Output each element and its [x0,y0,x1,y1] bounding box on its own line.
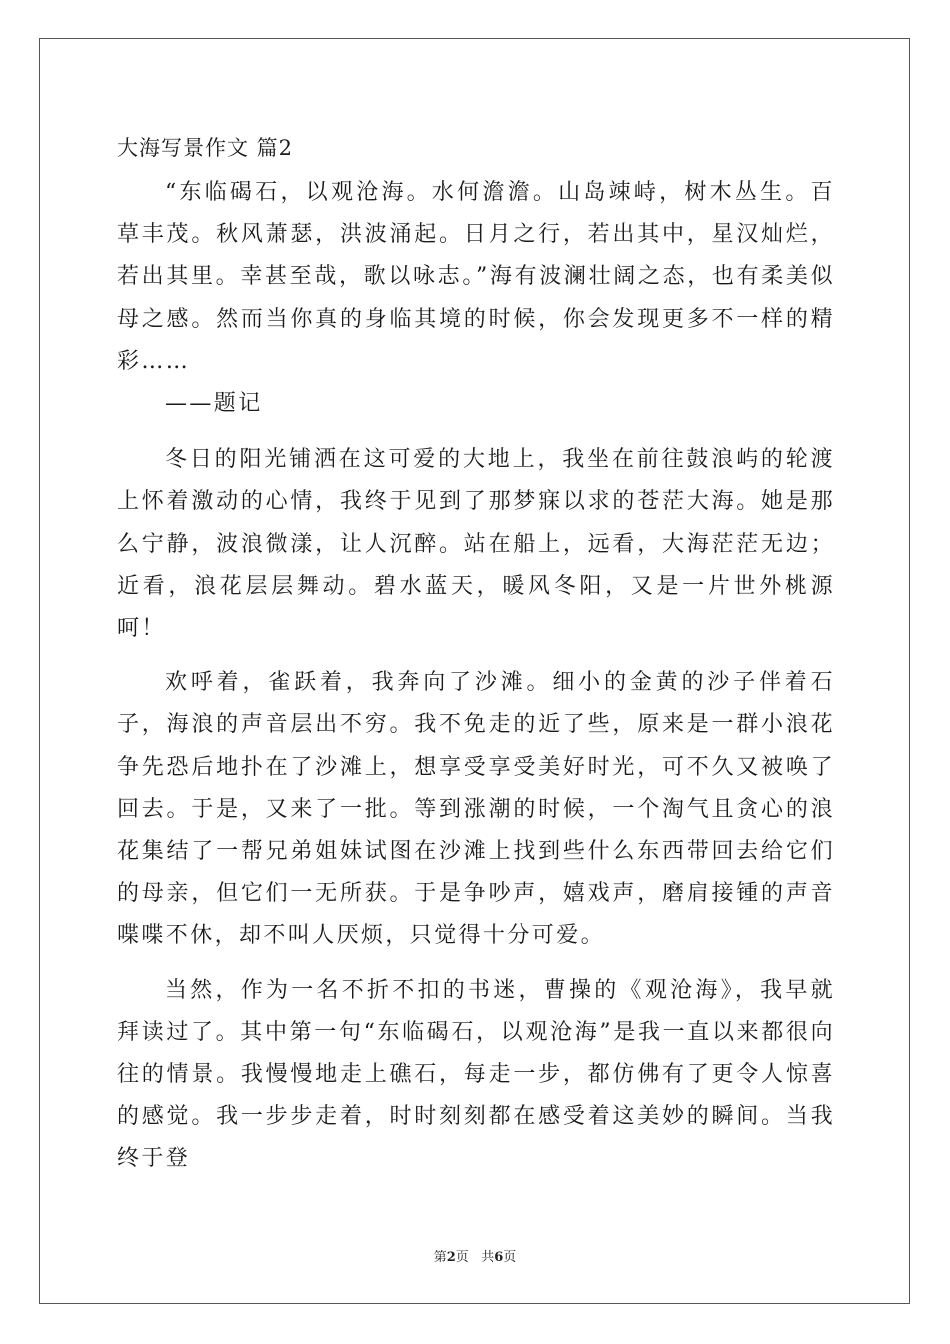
total-suffix: 页 [503,1250,517,1265]
paragraph-beach: 欢呼着，雀跃着，我奔向了沙滩。细小的金黄的沙子伴着石子，海浪的声音层出不穷。我不免走的近了些，原来是一群小浪花争先恐后地扑在了沙滩上，想享受享受美好时光，可不久又被唤了回去。于是，又来了一批。等到涨潮的时候，一个淘气且贪心的浪花集结了一帮兄弟姐妹试图在沙滩上找到些什么东西带回去给它们的母亲，但它们一无所获。于是争吵声，嬉戏声，磨肩接锺的声音喋喋不休，却不叫人厌烦，只觉得十分可爱。 [117,670,835,949]
page-prefix: 第 [433,1250,447,1265]
page-footer [0,1246,950,1265]
paragraph-reef: 当然，作为一名不折不扣的书迷，曹操的《观沧海》，我早就拜读过了。其中第一句“东临碣石，以观沧海”是我一直以来都很向往的情景。我慢慢地走上礁石，每走一步，都仿佛有了更令人惊喜的感觉。我一步步走着，时时刻刻都在感受着这美妙的瞬间。当我终于登 [117,977,835,1172]
paragraph-poem-quote: “东临碣石，以观沧海。水何澹澹。山岛竦峙，树木丛生。百草丰茂。秋风萧瑟，洪波涌起。日月之行，若出其中，星汉灿烂，若出其里。幸甚至哉，歌以咏志。”海有波澜壮阔之态，也有柔美似母之感。然而当你真的身临其境的时候，你会发现更多不一样的精彩…… [117,180,835,374]
document-title: 大海写景作文 篇2 [117,136,294,160]
total-pages: 6 [494,1250,504,1265]
total-prefix: 共 [481,1250,495,1265]
page-number: 2 [446,1250,456,1265]
paragraph-ferry: 冬日的阳光铺洒在这可爱的大地上，我坐在前往鼓浪屿的轮渡上怀着激动的心情，我终于见到了那梦寐以求的苍茫大海。她是那么宁静，波浪微漾，让人沉醉。站在船上，远看，大海茫茫无边；近看，浪花层层舞动。碧水蓝天，暖风冬阳，又是一片世外桃源呵！ [117,447,835,642]
paragraph-epigraph-signature: ——题记 [165,391,263,417]
page-suffix: 页 [455,1250,469,1265]
document-body [117,130,835,1181]
